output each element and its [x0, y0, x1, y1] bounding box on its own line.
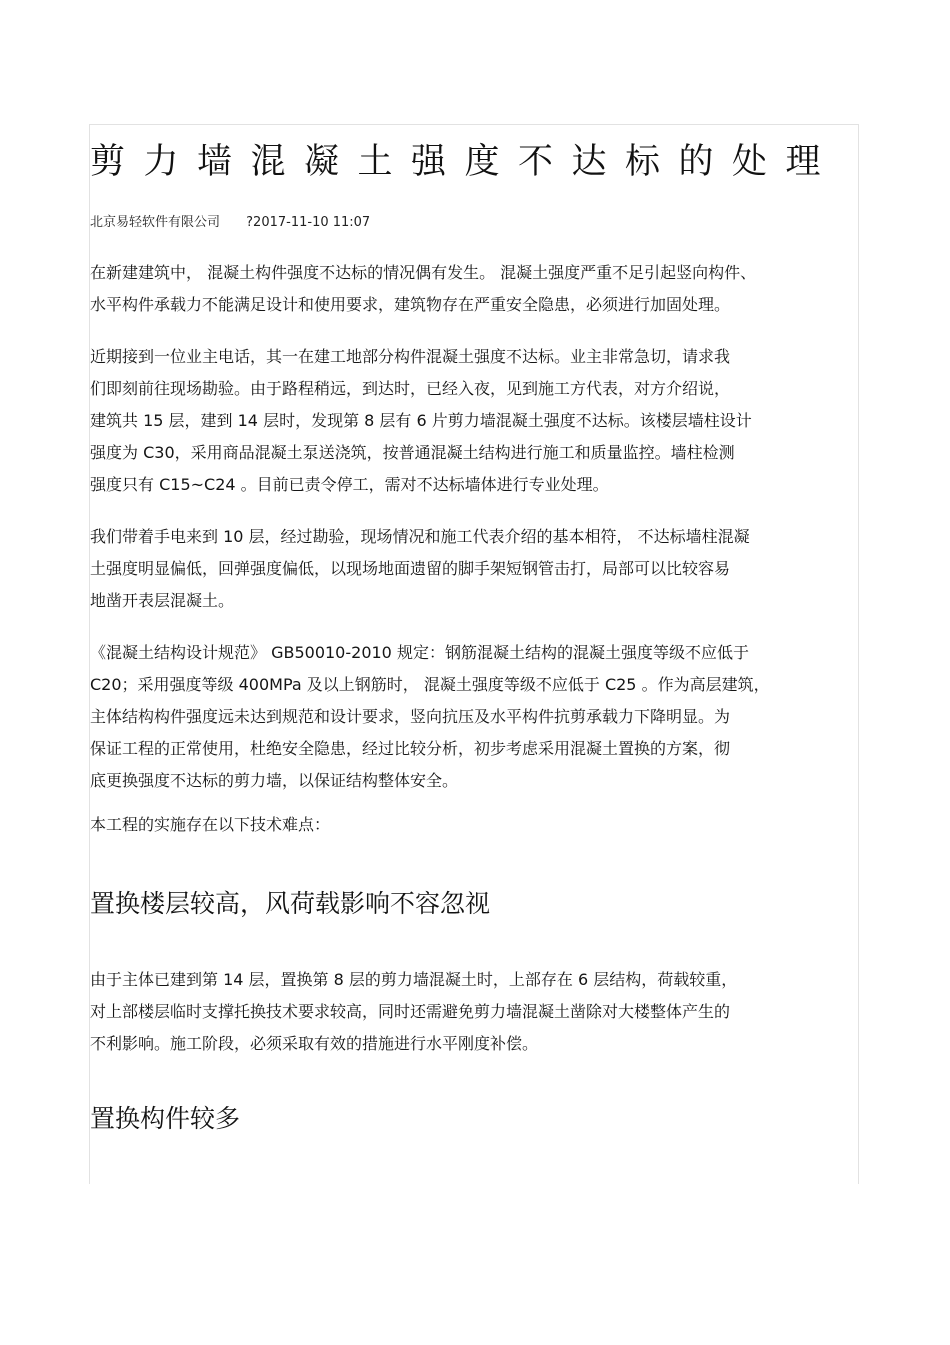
paragraph-line: 《混凝土结构设计规范》 GB50010-2010 规定：钢筋混凝土结构的混凝土强度等级不应低于	[90, 643, 749, 662]
paragraph-line: 主体结构构件强度远未达到规范和设计要求，竖向抗压及水平构件抗剪承载力下降明显。为	[90, 707, 731, 726]
paragraph-inspection	[90, 521, 854, 617]
paragraph-line: 不利影响。施工阶段，必须采取有效的措施进行水平刚度补偿。	[90, 1034, 539, 1053]
paragraph-code	[90, 637, 854, 797]
paragraph-line: 对上部楼层临时支撑托换技术要求较高，同时还需避免剪力墙混凝土凿除对大楼整体产生的	[90, 1002, 731, 1021]
paragraph-line: 地凿开表层混凝土。	[90, 591, 235, 610]
paragraph-intro	[90, 257, 854, 321]
paragraph-line: 本工程的实施存在以下技术难点：	[90, 815, 331, 834]
article-datetime: ?2017-11-10 11:07	[246, 215, 371, 230]
paragraph-line: 水平构件承载力不能满足设计和使用要求，建筑物存在严重安全隐患，必须进行加固处理。	[90, 295, 731, 314]
paragraph-line: C20；采用强度等级 400MPa 及以上钢筋时， 混凝土强度等级不应低于 C25 。作为高层建筑，	[90, 675, 770, 694]
paragraph-line: 底更换强度不达标的剪力墙，以保证结构整体安全。	[90, 771, 459, 790]
article-title: 剪力墙混凝土强度不达标的处理	[90, 142, 840, 182]
section-heading-wind-load: 置换楼层较高，风荷载影响不容忽视	[90, 889, 491, 918]
paragraph-difficulties	[90, 809, 854, 841]
paragraph-line: 保证工程的正常使用，杜绝安全隐患，经过比较分析，初步考虑采用混凝土置换的方案，彻	[90, 739, 731, 758]
article-meta	[90, 214, 854, 232]
paragraph-line: 在新建建筑中， 混凝土构件强度不达标的情况偶有发生。 混凝土强度严重不足引起竖向构件、	[90, 263, 757, 282]
paragraph-line: 建筑共 15 层，建到 14 层时，发现第 8 层有 6 片剪力墙混凝土强度不达标。该楼层墙柱设计	[90, 411, 752, 430]
paragraph-case	[90, 341, 854, 501]
paragraph-line: 土强度明显偏低，回弹强度偏低，以现场地面遗留的脚手架短钢管击打，局部可以比较容易	[90, 559, 731, 578]
section-heading-many-members: 置换构件较多	[90, 1104, 241, 1133]
paragraph-line: 们即刻前往现场勘验。由于路程稍远，到达时，已经入夜，见到施工方代表，对方介绍说，	[90, 379, 731, 398]
paragraph-line: 近期接到一位业主电话，其一在建工地部分构件混凝土强度不达标。业主非常急切，请求我	[90, 347, 731, 366]
paragraph-wind-load	[90, 964, 854, 1060]
paragraph-line: 强度只有 C15~C24 。目前已责令停工，需对不达标墙体进行专业处理。	[90, 475, 609, 494]
article-content	[90, 124, 854, 1137]
paragraph-line: 强度为 C30，采用商品混凝土泵送浇筑，按普通混凝土结构进行施工和质量监控。墙柱检测	[90, 443, 735, 462]
paragraph-line: 由于主体已建到第 14 层，置换第 8 层的剪力墙混凝土时，上部存在 6 层结构，荷载较重，	[90, 970, 738, 989]
paragraph-line: 我们带着手电来到 10 层，经过勘验，现场情况和施工代表介绍的基本相符， 不达标墙柱混凝	[90, 527, 750, 546]
article-author: 北京易轻软件有限公司	[90, 215, 221, 230]
